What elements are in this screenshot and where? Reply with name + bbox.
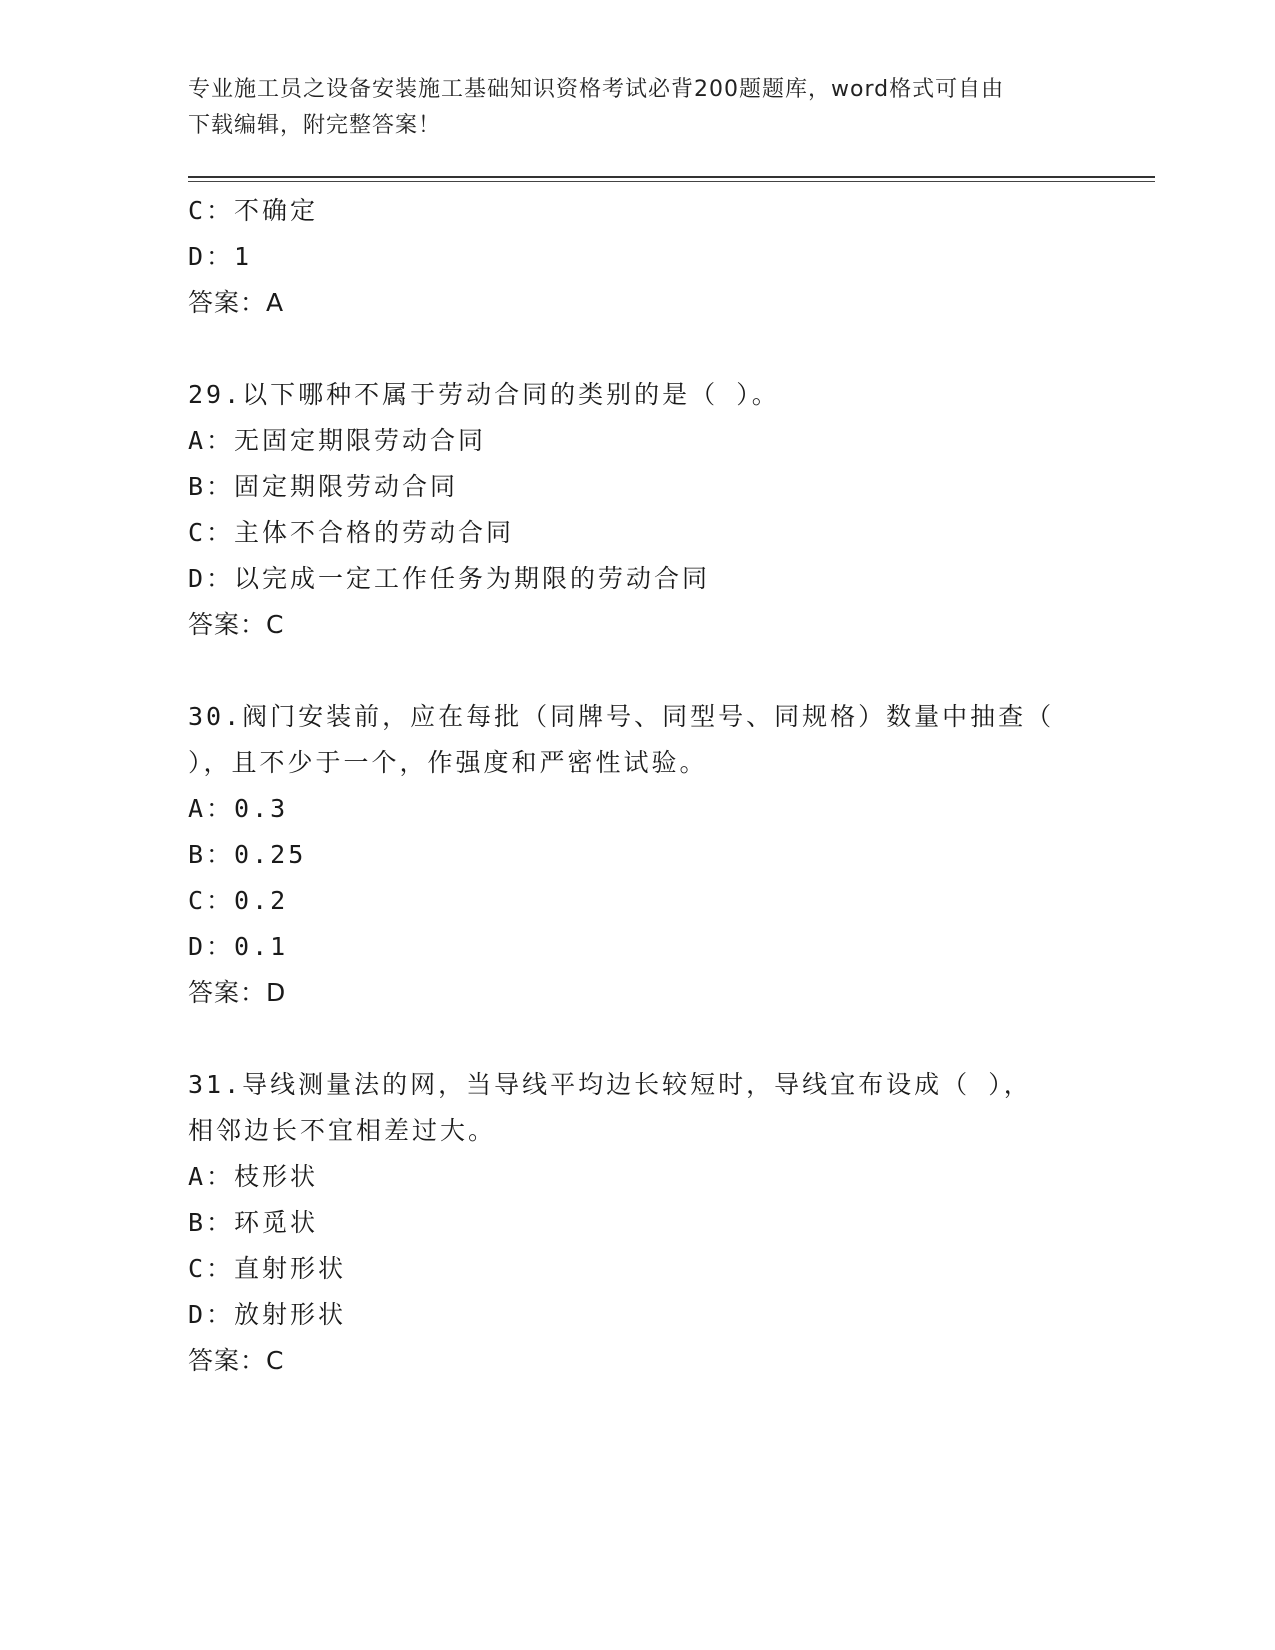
option-b: B：环觅状 bbox=[188, 1208, 319, 1237]
option-d: D：放射形状 bbox=[188, 1300, 347, 1329]
question-stem: 29.以下哪种不属于劳动合同的类别的是（ ）。 bbox=[188, 380, 780, 409]
option-c: C：0.2 bbox=[188, 886, 289, 915]
option-d: D：以完成一定工作任务为期限的劳动合同 bbox=[188, 564, 711, 593]
answer-line: 答案：C bbox=[188, 610, 285, 639]
option-c: C：直射形状 bbox=[188, 1254, 347, 1283]
question-30 bbox=[188, 694, 1088, 1016]
answer-line: 答案：D bbox=[188, 978, 287, 1007]
question-stem: 31.导线测量法的网，当导线平均边长较短时，导线宜布设成（ ）， bbox=[188, 1070, 1032, 1099]
question-stem: 30.阀门安装前，应在每批（同牌号、同型号、同规格）数量中抽查（ bbox=[188, 702, 1055, 731]
option-d: D：1 bbox=[188, 242, 253, 271]
option-c: C：主体不合格的劳动合同 bbox=[188, 518, 515, 547]
header-title-line-1: 专业施工员之设备安装施工基础知识资格考试必背200题题库，word格式可自由 bbox=[188, 77, 1005, 102]
option-b: B：0.25 bbox=[188, 840, 307, 869]
question-content bbox=[188, 188, 1088, 1384]
question-29 bbox=[188, 372, 1088, 648]
question-31 bbox=[188, 1062, 1088, 1384]
option-b: B：固定期限劳动合同 bbox=[188, 472, 459, 501]
option-a: A：0.3 bbox=[188, 794, 289, 823]
spacer bbox=[188, 648, 1088, 694]
spacer bbox=[188, 326, 1088, 372]
document-header bbox=[188, 72, 1068, 144]
question-28-tail bbox=[188, 188, 1088, 326]
option-a: A：无固定期限劳动合同 bbox=[188, 426, 487, 455]
answer-line: 答案：A bbox=[188, 288, 285, 317]
question-stem-continued: 相邻边长不宜相差过大。 bbox=[188, 1116, 497, 1145]
header-divider-thick bbox=[188, 176, 1155, 178]
question-stem-continued: ），且不少于一个，作强度和严密性试验。 bbox=[188, 748, 708, 777]
header-title-line-2: 下载编辑，附完整答案！ bbox=[188, 113, 442, 138]
answer-line: 答案：C bbox=[188, 1346, 285, 1375]
spacer bbox=[188, 1016, 1088, 1062]
header-divider-thin bbox=[188, 181, 1155, 182]
option-a: A：枝形状 bbox=[188, 1162, 319, 1191]
option-c: C：不确定 bbox=[188, 196, 319, 225]
option-d: D：0.1 bbox=[188, 932, 289, 961]
